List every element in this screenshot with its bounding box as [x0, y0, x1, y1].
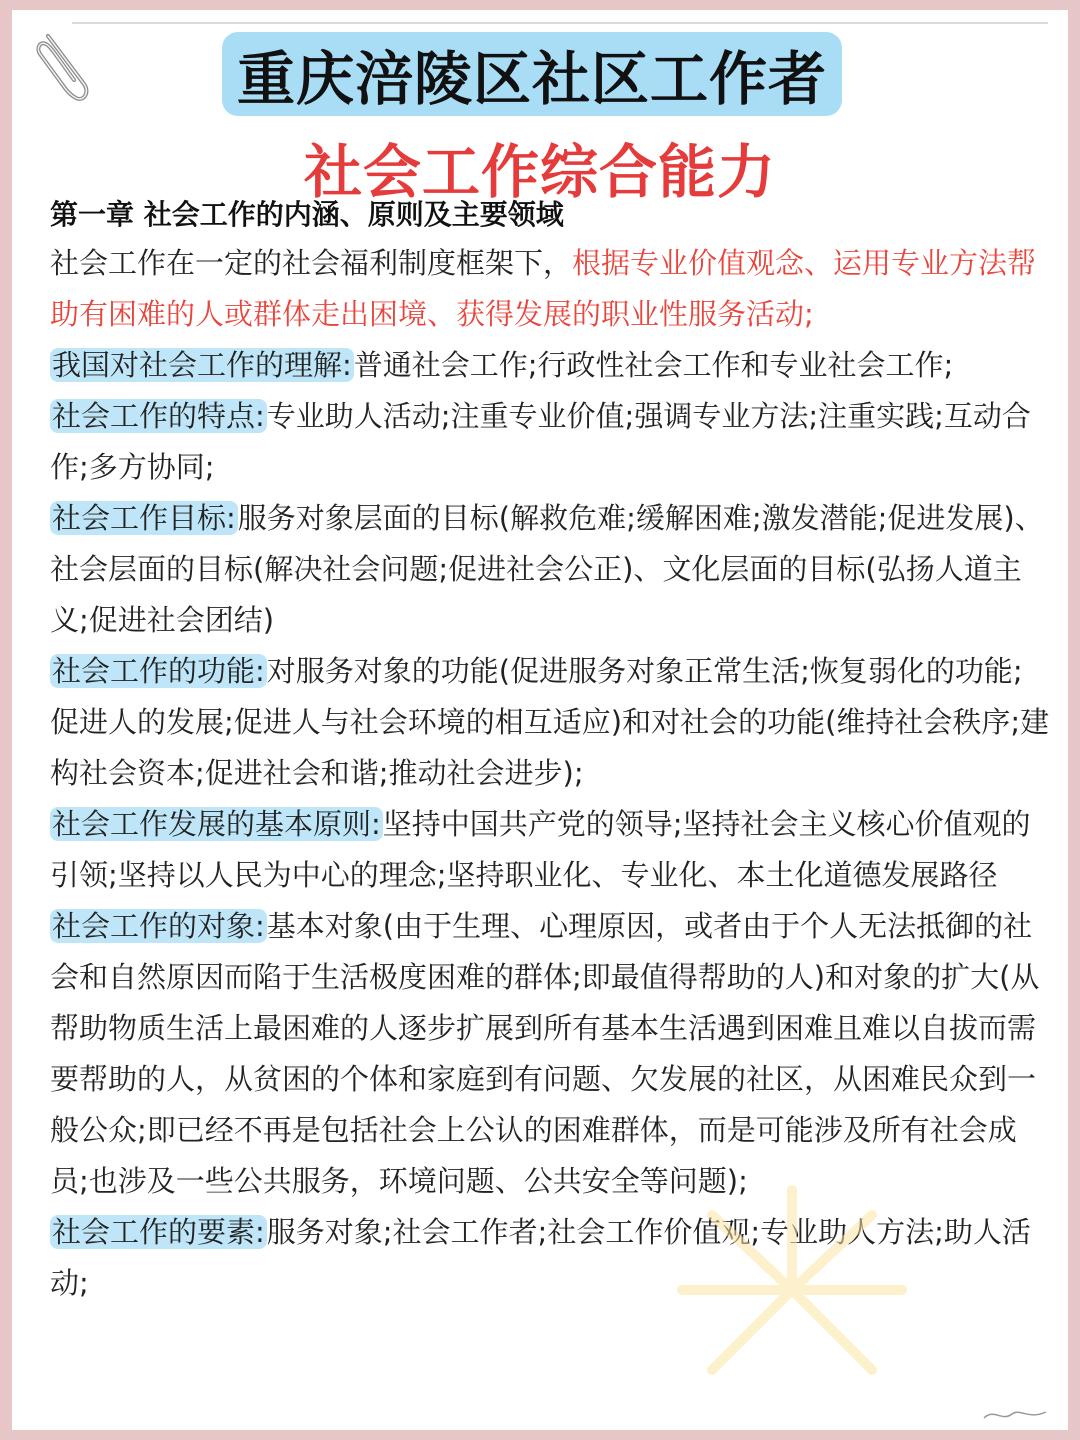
intro-lead: 社会工作在一定的社会福利制度框架下， — [50, 246, 573, 280]
intro-highlight: 根据专业价值观念、运用专业方法帮助有困难的人或群体走出困境、获得发展的职业性服务活动; — [50, 246, 1037, 331]
item-text: 基本对象(由于生理、心理原因，或者由于个人无法抵御的社会和自然原因而陷于生活极度困难的群体;即最值得帮助的人)和对象的扩大(从帮助物质生活上最困难的人逐步扩展到所有基本生活遇到困难且难以自拔而需要帮助的人，从贫困的个体和家庭到有问题、欠发展的社区，从困难民众到一般公众;即已经不再是包括社会上公认的困难群体，而是可能涉及所有社会成员;也涉及一些公共服务，环境问题、公共安全等问题); — [50, 909, 1040, 1198]
chapter-heading: 第一章 社会工作的内涵、原则及主要领域 — [50, 198, 564, 231]
page-subtitle: 社会工作综合能力 — [303, 138, 776, 206]
intro-paragraph — [50, 238, 1050, 340]
sparkle-decoration-icon — [652, 1170, 932, 1410]
paperclip-icon — [26, 28, 96, 108]
list-item — [50, 391, 1050, 493]
item-text: 坚持中国共产党的领导;坚持社会主义核心价值观的引领;坚持以人民为中心的理念;坚持职业化、专业化、本土化道德发展路径 — [50, 807, 1031, 892]
item-text: 普通社会工作;行政性社会工作和专业社会工作; — [353, 348, 954, 382]
signature-icon — [980, 1404, 1050, 1424]
item-text: 对服务对象的功能(促进服务对象正常生活;恢复弱化的功能;促进人的发展;促进人与社会环境的相互适应)和对社会的功能(维持社会秩序;建构社会资本;促进社会和谐;推动社会进步); — [50, 654, 1050, 790]
item-text: 服务对象;社会工作者;社会工作价值观;专业助人方法;助人活动; — [50, 1215, 1031, 1300]
item-term: 社会工作的特点: — [52, 399, 265, 433]
list-item — [50, 646, 1050, 799]
page-title: 重庆涪陵区社区工作者 — [236, 45, 827, 113]
page — [12, 10, 1068, 1430]
item-term: 社会工作发展的基本原则: — [52, 807, 381, 841]
item-term: 社会工作的功能: — [52, 654, 265, 688]
item-text: 服务对象层面的目标(解救危难;缓解困难;激发潜能;促进发展)、社会层面的目标(解决社会问题;促进社会公正)、文化层面的目标(弘扬人道主义;促进社会团结) — [50, 501, 1044, 637]
item-term: 我国对社会工作的理解: — [52, 348, 352, 382]
list-item — [50, 340, 1050, 391]
article-body — [50, 192, 1050, 1309]
item-term: 社会工作的对象: — [52, 909, 265, 943]
title-banner — [222, 32, 842, 116]
list-item — [50, 799, 1050, 901]
list-item — [50, 901, 1050, 1207]
item-term: 社会工作目标: — [52, 501, 236, 535]
item-term: 社会工作的要素: — [52, 1215, 265, 1249]
list-item — [50, 493, 1050, 646]
top-divider — [72, 22, 1048, 24]
item-text: 专业助人活动;注重专业价值;强调专业方法;注重实践;互动合作;多方协同; — [50, 399, 1031, 484]
